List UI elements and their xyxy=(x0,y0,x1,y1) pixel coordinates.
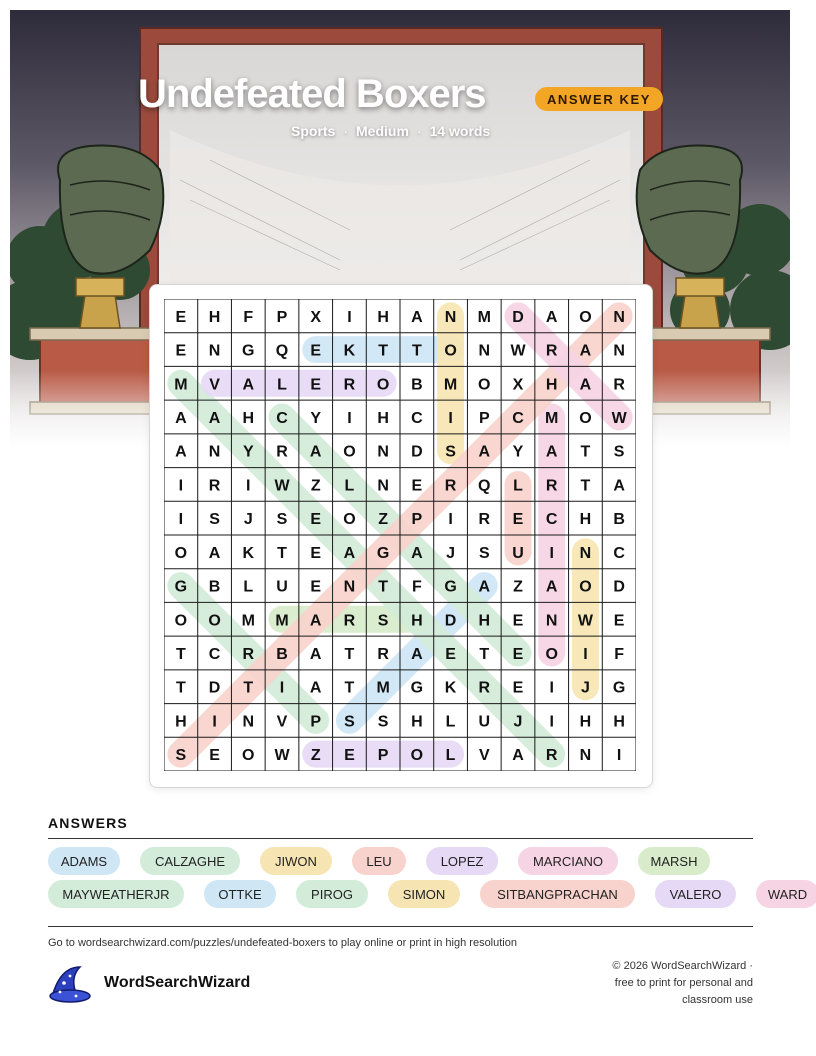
grid-cell[interactable]: M xyxy=(275,612,289,630)
grid-cell[interactable]: E xyxy=(613,612,625,630)
grid-cell[interactable]: N xyxy=(377,477,389,495)
grid-cell[interactable]: T xyxy=(580,443,591,461)
meta-difficulty: Medium xyxy=(356,123,409,139)
grid-cell[interactable]: C xyxy=(545,511,558,529)
answer-chip: OTTKE xyxy=(204,880,276,908)
grid-cell[interactable]: A xyxy=(309,612,322,630)
grid-cell[interactable]: G xyxy=(612,679,626,697)
grid-cell[interactable]: T xyxy=(580,477,591,495)
grid-cell[interactable]: S xyxy=(209,511,220,529)
grid-cell[interactable]: N xyxy=(545,612,558,630)
grid-cell[interactable]: I xyxy=(549,679,554,697)
grid-cell[interactable]: W xyxy=(274,477,290,495)
grid-cell[interactable]: A xyxy=(175,443,187,461)
grid-cell[interactable]: S xyxy=(445,443,456,461)
grid-cell[interactable]: M xyxy=(241,612,255,630)
grid-cell[interactable]: G xyxy=(174,578,188,596)
grid-cell[interactable]: I xyxy=(246,477,251,495)
grid-cell[interactable]: H xyxy=(175,713,187,731)
grid-cell[interactable]: M xyxy=(174,376,188,394)
grid-cell[interactable]: F xyxy=(243,308,254,326)
grid-cell[interactable]: M xyxy=(376,679,390,697)
grid-cell[interactable]: H xyxy=(579,511,592,529)
separator-dot: · xyxy=(343,123,349,139)
grid-cell[interactable]: A xyxy=(613,477,625,495)
grid-cell[interactable]: M xyxy=(443,376,458,394)
grid-cell[interactable]: M xyxy=(545,410,559,427)
grid-cell[interactable]: A xyxy=(175,410,187,427)
grid-cell[interactable]: E xyxy=(209,747,220,765)
grid-cell[interactable]: C xyxy=(276,410,288,427)
grid-cell[interactable]: K xyxy=(242,544,255,562)
answers-heading: ANSWERS xyxy=(48,815,128,831)
grid-cell[interactable]: F xyxy=(411,578,422,596)
grid-cell[interactable]: R xyxy=(343,376,356,394)
grid-cell[interactable]: L xyxy=(344,477,355,495)
page-title: Undefeated Boxers xyxy=(138,72,486,116)
copyright-line: © 2026 WordSearchWizard · xyxy=(612,960,753,972)
grid-cell[interactable]: S xyxy=(478,544,490,562)
grid-cell[interactable]: W xyxy=(577,612,593,630)
grid-cell[interactable]: A xyxy=(579,376,592,394)
grid-cell[interactable]: E xyxy=(445,646,456,663)
grid-cell[interactable]: H xyxy=(377,410,389,427)
grid-cell[interactable]: O xyxy=(579,410,592,427)
grid-cell[interactable]: E xyxy=(512,612,524,630)
grid-cell[interactable]: L xyxy=(243,578,254,596)
grid-cell[interactable]: S xyxy=(377,713,389,731)
grid-cell[interactable]: L xyxy=(277,376,287,394)
grid-cell[interactable]: N xyxy=(613,342,625,360)
grid-cell[interactable]: A xyxy=(545,308,558,326)
grid-cell[interactable]: W xyxy=(611,410,627,427)
grid-cell[interactable]: Z xyxy=(310,477,321,495)
copyright-line: classroom use xyxy=(682,994,753,1006)
grid-cell[interactable]: R xyxy=(545,342,558,360)
grid-cell[interactable]: H xyxy=(377,308,389,326)
grid-cell[interactable]: T xyxy=(378,342,389,360)
grid-cell[interactable]: L xyxy=(513,477,523,495)
grid-cell[interactable]: V xyxy=(209,376,220,394)
grid-cell[interactable]: I xyxy=(212,713,217,731)
grid-cell[interactable]: H xyxy=(242,410,255,427)
grid-cell[interactable]: N xyxy=(208,443,221,461)
copyright-text xyxy=(563,958,753,1009)
grid-cell[interactable]: I xyxy=(616,747,622,765)
grid-cell[interactable]: I xyxy=(178,511,184,529)
grid-cell[interactable]: P xyxy=(377,747,389,765)
grid-cell[interactable]: O xyxy=(376,376,390,394)
grid-cell[interactable]: K xyxy=(343,342,356,360)
brand-name: WordSearchWizard xyxy=(104,974,251,991)
grid-cell[interactable]: E xyxy=(310,511,322,529)
grid-cell[interactable]: U xyxy=(276,578,288,596)
answer-chip: LOPEZ xyxy=(426,847,498,875)
grid-cell[interactable]: T xyxy=(277,544,287,562)
footer-url-text: Go to wordsearchwizard.com/puzzles/undefeated-boxers to play online or print in high resolution xyxy=(48,937,517,949)
grid-cell[interactable]: S xyxy=(377,612,389,630)
grid-cell[interactable]: O xyxy=(545,646,558,663)
grid-cell[interactable]: N xyxy=(579,544,592,562)
wizard-hat-icon xyxy=(46,963,94,1003)
grid-cell[interactable]: N xyxy=(343,578,356,596)
grid-cell[interactable]: D xyxy=(512,308,524,326)
grid-cell[interactable]: R xyxy=(208,477,221,495)
grid-cell[interactable]: A xyxy=(309,679,322,697)
grid-cell[interactable]: T xyxy=(344,646,355,663)
grid-cell[interactable]: F xyxy=(614,646,625,663)
grid-cell[interactable]: O xyxy=(174,544,188,562)
grid-cell[interactable]: E xyxy=(175,342,187,360)
grid-cell[interactable]: P xyxy=(276,308,288,326)
grid-cell[interactable]: R xyxy=(242,646,255,663)
grid-cell[interactable]: D xyxy=(411,443,423,461)
grid-cell[interactable]: R xyxy=(613,376,625,394)
grid-cell[interactable]: C xyxy=(512,410,524,427)
grid-cell[interactable]: E xyxy=(310,342,322,360)
answer-chip: CALZAGHE xyxy=(140,847,240,875)
answer-chip: MAYWEATHERJR xyxy=(48,880,184,908)
grid-cell[interactable]: Q xyxy=(478,477,491,495)
grid-cell[interactable]: M xyxy=(477,308,491,326)
grid-cell[interactable]: P xyxy=(310,713,322,731)
grid-cell[interactable]: A xyxy=(411,544,423,562)
grid-cell[interactable]: R xyxy=(545,747,558,765)
grid-cell[interactable]: L xyxy=(445,747,456,765)
grid-cell[interactable]: P xyxy=(478,410,490,427)
grid-cell[interactable]: B xyxy=(411,376,423,394)
grid-cell[interactable]: O xyxy=(444,342,457,360)
grid-cell[interactable]: O xyxy=(343,511,356,529)
grid-cell[interactable]: H xyxy=(411,713,423,731)
copyright-line: free to print for personal and xyxy=(614,977,753,989)
grid-cell[interactable]: O xyxy=(208,612,221,630)
answer-chip: MARCIANO xyxy=(518,847,618,875)
grid-cell[interactable]: O xyxy=(579,578,592,596)
grid-cell[interactable]: A xyxy=(579,342,592,360)
grid-cell[interactable]: P xyxy=(411,511,423,529)
grid-cell[interactable]: H xyxy=(208,308,221,326)
grid-cell[interactable]: O xyxy=(579,308,592,326)
grid-cell[interactable]: A xyxy=(309,646,322,663)
answer-chip: MARSH xyxy=(638,847,710,875)
grid-cell[interactable]: I xyxy=(448,410,453,427)
grid-cell[interactable]: R xyxy=(444,477,457,495)
answer-chip: SIMON xyxy=(388,880,460,908)
grid-cell[interactable]: R xyxy=(478,679,491,697)
grid-cell[interactable]: A xyxy=(512,747,524,765)
grid-cell[interactable]: W xyxy=(274,747,290,765)
grid-cell[interactable]: R xyxy=(377,646,389,663)
grid-cell[interactable]: K xyxy=(444,679,457,697)
grid-cell[interactable]: A xyxy=(545,578,558,596)
grid-cell[interactable]: E xyxy=(310,578,322,596)
answer-key-badge: ANSWER KEY xyxy=(535,87,663,111)
grid-cell[interactable]: A xyxy=(545,443,558,461)
grid-cell[interactable]: C xyxy=(208,646,221,663)
grid-cell[interactable]: U xyxy=(478,713,491,731)
grid-cell[interactable]: A xyxy=(208,410,221,427)
grid-cell[interactable]: N xyxy=(613,308,625,326)
grid-cell[interactable]: G xyxy=(376,544,390,562)
grid-cell[interactable]: Q xyxy=(275,342,289,360)
grid-cell[interactable]: A xyxy=(309,443,322,461)
grid-cell[interactable]: O xyxy=(174,612,188,630)
grid-cell[interactable]: A xyxy=(411,646,423,663)
grid-cell[interactable]: O xyxy=(242,747,255,765)
grid-cell[interactable]: D xyxy=(613,578,625,596)
grid-cell[interactable]: T xyxy=(479,646,490,663)
grid-cell[interactable]: E xyxy=(512,646,524,663)
meta-word-count: 14 words xyxy=(429,123,491,139)
answer-chip: ADAMS xyxy=(48,847,120,875)
grid-cell[interactable]: X xyxy=(310,308,322,326)
grid-cell[interactable]: N xyxy=(377,443,389,461)
grid-cell[interactable]: A xyxy=(343,544,356,562)
grid-cell[interactable]: E xyxy=(310,544,322,562)
grid-cell[interactable]: H xyxy=(478,612,491,630)
answer-chip: LEU xyxy=(352,847,406,875)
grid-cell[interactable]: N xyxy=(208,342,221,360)
grid-cell[interactable]: Y xyxy=(310,410,322,427)
grid-cell[interactable]: I xyxy=(347,410,352,427)
grid-cell[interactable]: G xyxy=(410,679,424,697)
grid-cell[interactable]: C xyxy=(411,410,423,427)
grid-cell[interactable]: U xyxy=(512,544,524,562)
grid-cell[interactable]: S xyxy=(344,713,355,731)
separator-dot: · xyxy=(416,123,422,139)
grid-cell[interactable]: L xyxy=(445,713,456,731)
grid-cell[interactable]: D xyxy=(444,612,457,630)
answer-chip: VALERO xyxy=(655,880,736,908)
grid-cell[interactable]: T xyxy=(378,578,389,596)
grid-cell[interactable]: S xyxy=(276,511,288,529)
grid-cell[interactable]: G xyxy=(242,342,255,360)
grid-cell[interactable]: B xyxy=(276,646,288,663)
grid-cell[interactable]: N xyxy=(242,713,255,731)
grid-cell[interactable]: E xyxy=(344,747,355,765)
grid-cell[interactable]: H xyxy=(613,713,625,731)
grid-cell[interactable]: E xyxy=(512,511,524,529)
grid-cell[interactable]: T xyxy=(175,646,186,663)
grid-cell[interactable]: H xyxy=(545,376,558,394)
grid-cell[interactable]: O xyxy=(478,376,491,394)
grid-cell[interactable]: Z xyxy=(378,511,389,529)
grid-cell[interactable]: D xyxy=(208,679,221,697)
grid-cell[interactable]: I xyxy=(583,646,588,663)
grid-cell[interactable]: I xyxy=(347,308,352,326)
grid-cell[interactable]: R xyxy=(343,612,356,630)
divider xyxy=(48,838,753,839)
grid-cell[interactable]: J xyxy=(446,544,456,562)
answer-chip: PIROG xyxy=(296,880,368,908)
grid-cell[interactable]: I xyxy=(178,477,184,495)
grid-cell[interactable]: H xyxy=(411,612,423,630)
grid-cell[interactable]: J xyxy=(580,679,590,697)
grid-cell[interactable]: J xyxy=(243,511,253,529)
grid-cell[interactable]: G xyxy=(444,578,457,596)
grid-cell[interactable]: H xyxy=(579,713,592,731)
grid-cell[interactable]: R xyxy=(478,511,491,529)
grid-cell[interactable]: C xyxy=(613,544,625,562)
puzzle-meta xyxy=(291,123,490,139)
grid-cell[interactable]: B xyxy=(613,511,625,529)
grid-cell[interactable]: Z xyxy=(513,578,523,596)
answer-chip: WARD xyxy=(756,880,816,908)
grid-cell[interactable]: V xyxy=(478,747,490,765)
answer-chip: JIWON xyxy=(260,847,332,875)
grid-cell[interactable]: N xyxy=(444,308,457,326)
grid-cell[interactable]: Y xyxy=(242,443,254,461)
grid-cell[interactable]: A xyxy=(478,578,491,596)
grid-cell[interactable]: N xyxy=(579,747,592,765)
grid-cell[interactable]: A xyxy=(411,308,423,326)
grid-cell[interactable]: T xyxy=(243,679,254,697)
grid-cell[interactable]: Y xyxy=(512,443,524,461)
grid-cell[interactable]: I xyxy=(448,511,453,529)
grid-cell[interactable]: T xyxy=(175,679,186,697)
grid-cell[interactable]: S xyxy=(613,443,625,461)
grid-cell[interactable]: E xyxy=(175,308,187,326)
grid-cell[interactable]: I xyxy=(549,713,554,731)
grid-cell[interactable]: T xyxy=(344,679,355,697)
grid-cell[interactable]: R xyxy=(276,443,288,461)
answer-chip: SITBANGPRACHAN xyxy=(480,880,635,908)
grid-cell[interactable]: I xyxy=(549,544,554,562)
grid-cell[interactable]: E xyxy=(512,679,524,697)
grid-cell[interactable]: N xyxy=(478,342,491,360)
grid-cell[interactable]: R xyxy=(545,477,558,495)
divider xyxy=(48,926,753,927)
word-search-grid[interactable] xyxy=(164,299,636,771)
grid-cell[interactable]: T xyxy=(411,342,422,360)
grid-cell[interactable]: I xyxy=(279,679,285,697)
grid-cell[interactable]: Z xyxy=(310,747,321,765)
grid-cell[interactable]: A xyxy=(242,376,255,394)
brand[interactable] xyxy=(46,963,250,1003)
grid-cell[interactable]: O xyxy=(343,443,356,461)
grid-cell[interactable]: A xyxy=(208,544,221,562)
grid-cell[interactable]: X xyxy=(512,376,524,394)
grid-cell[interactable]: B xyxy=(208,578,221,596)
grid-cell[interactable]: O xyxy=(410,747,424,765)
grid-cell[interactable]: E xyxy=(411,477,423,495)
grid-cell[interactable]: V xyxy=(276,713,288,731)
grid-cell[interactable]: A xyxy=(478,443,491,461)
grid-cell[interactable]: E xyxy=(310,376,322,394)
grid-cell[interactable]: S xyxy=(175,747,187,765)
grid-cell[interactable]: J xyxy=(513,713,523,731)
meta-category: Sports xyxy=(291,123,336,139)
grid-cell[interactable]: W xyxy=(510,342,526,360)
